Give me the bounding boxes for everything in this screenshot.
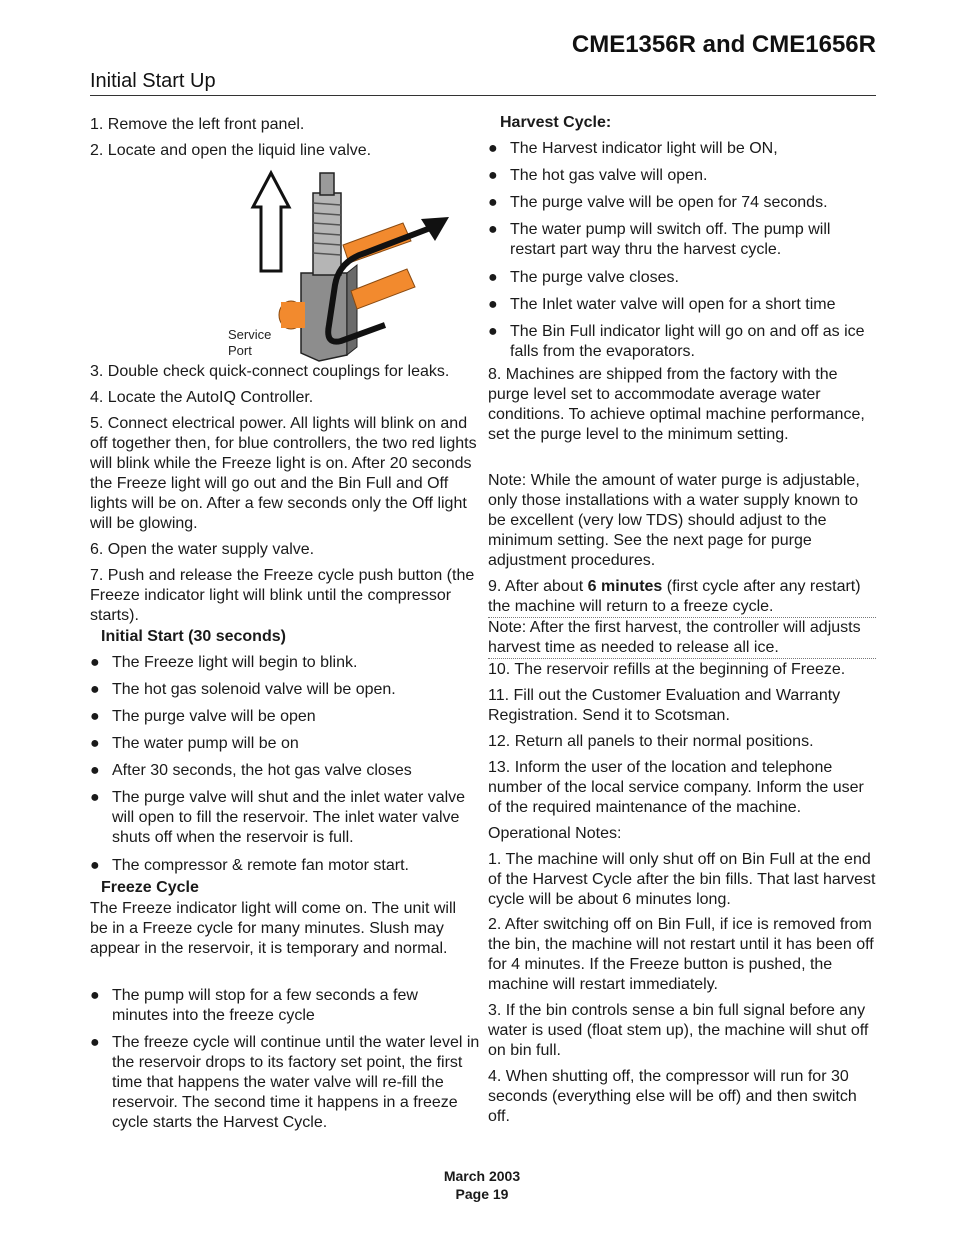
bullet-icon: ● (90, 1034, 100, 1051)
list-item: ● The purge valve will shut and the inlet water valve will open to fill the reservoir. The inlet water valve shuts off when the reservoir is full. (90, 789, 466, 846)
bullet-icon: ● (488, 167, 498, 184)
step-5: 5. Connect electrical power. All lights will blink on and off together then, for blue controllers, the two red lights will blink while the Freeze light is on. After 20 seconds the Freeze light will go out and the Bin Full and Off lights will be on. After a few seconds only the Off light will be glowing. (90, 415, 477, 532)
list-item: ● The Freeze light will begin to blink. (90, 654, 358, 671)
list-item: ● The water pump will switch off. The pump will restart part way thru the harvest cycle. (488, 221, 831, 258)
section-title: Initial Start Up (90, 70, 216, 92)
freeze-cycle-heading: Freeze Cycle (101, 879, 199, 896)
list-item: ● The purge valve will be open for 74 seconds. (488, 194, 828, 211)
bullet-icon: ● (488, 140, 498, 157)
step-2: 2. Locate and open the liquid line valve. (90, 142, 372, 159)
step-7: 7. Push and release the Freeze cycle push button (the Freeze indicator light will blink until the compressor starts). (90, 567, 475, 624)
bullet-icon: ● (488, 221, 498, 238)
header-rule (90, 95, 876, 96)
note-purge: Note: While the amount of water purge is adjustable, only those installations with a water supply known to be excellent (very low TDS) should adjust to the minimum setting. See the next page for purge adjustment procedures. (488, 472, 860, 569)
operational-note-1: 1. The machine will only shut off on Bin Full at the end of the Harvest Cycle after the bin fills. That last harvest cycle will be about 6 minutes long. (488, 851, 876, 908)
bullet-icon: ● (90, 654, 100, 671)
step-11: 11. Fill out the Customer Evaluation and Warranty Registration. Send it to Scotsman. (488, 687, 841, 724)
bullet-icon: ● (488, 323, 498, 340)
list-item: ● After 30 seconds, the hot gas valve closes (90, 762, 412, 779)
initial-start-heading: Initial Start (30 seconds) (101, 628, 286, 645)
list-item: ● The freeze cycle will continue until the water level in the reservoir drops to its factory set point, the first time that happens the water valve will re-fill the reservoir. The second time it happens in a freeze cycle starts the Harvest Cycle. (90, 1034, 480, 1131)
operational-notes-heading: Operational Notes: (488, 825, 622, 842)
operational-note-4: 4. When shutting off, the compressor will run for 30 seconds (everything else will be off) and then switch off. (488, 1068, 857, 1125)
list-item: ● The Bin Full indicator light will go on and off as ice falls from the evaporators. (488, 323, 865, 360)
step-3: 3. Double check quick-connect couplings for leaks. (90, 363, 450, 380)
list-item: ● The purge valve closes. (488, 269, 679, 286)
bullet-icon: ● (90, 789, 100, 806)
operational-note-2: 2. After switching off on Bin Full, if ice is removed from the bin, the machine will not restart until it has been off for 4 minutes. If the Freeze button is pushed, the machine will restart immediately. (488, 916, 874, 993)
footer-date: March 2003 (443, 1168, 521, 1184)
footer-page-number: Page 19 (455, 1186, 509, 1202)
step-8: 8. Machines are shipped from the factory with the purge level set to accommodate average water conditions. To achieve optimal machine performance, set the purge level to the minimum setting. (488, 366, 865, 443)
bullet-icon: ● (488, 269, 498, 286)
list-item: ● The water pump will be on (90, 735, 299, 752)
note-harvest: Note: After the first harvest, the controller will adjusts harvest time as needed to release all ice. (488, 618, 876, 659)
list-item: ● The Harvest indicator light will be ON, (488, 140, 778, 157)
bullet-icon: ● (90, 857, 100, 874)
bullet-icon: ● (90, 987, 100, 1004)
freeze-cycle-text: The Freeze indicator light will come on. The unit will be in a Freeze cycle for many minutes. Slush may appear in the reservoir, it is temporary and normal. (90, 900, 457, 957)
step-4: 4. Locate the AutoIQ Controller. (90, 389, 314, 406)
step-12: 12. Return all panels to their normal positions. (488, 733, 814, 750)
bullet-icon: ● (488, 194, 498, 211)
list-item: ● The hot gas valve will open. (488, 167, 708, 184)
bullet-icon: ● (90, 735, 100, 752)
step-1: 1. Remove the left front panel. (90, 116, 305, 133)
bullet-icon: ● (90, 681, 100, 698)
step-9: 9. After about 6 minutes (first cycle after any restart) the machine will return to a freeze cycle. (488, 577, 876, 618)
step-6: 6. Open the water supply valve. (90, 541, 315, 558)
bullet-icon: ● (90, 708, 100, 725)
operational-note-3: 3. If the bin controls sense a bin full signal before any water is used (float stem up), the machine will shut off on bin full. (488, 1002, 869, 1059)
harvest-cycle-heading: Harvest Cycle: (500, 114, 612, 131)
list-item: ● The purge valve will be open (90, 708, 316, 725)
bullet-icon: ● (90, 762, 100, 779)
list-item: ● The Inlet water valve will open for a short time (488, 296, 836, 313)
list-item: ● The compressor & remote fan motor start. (90, 857, 409, 874)
up-arrow-icon (253, 173, 289, 271)
service-port-label: Service Port (228, 327, 272, 358)
step-13: 13. Inform the user of the location and telephone number of the local service company. Inform the user of the required maintenance of the machine. (488, 759, 864, 816)
list-item: ● The pump will stop for a few seconds a few minutes into the freeze cycle (90, 987, 418, 1024)
document-title: CME1356R and CME1656R (571, 31, 876, 58)
step-10: 10. The reservoir refills at the beginning of Freeze. (488, 661, 846, 678)
list-item: ● The hot gas solenoid valve will be open. (90, 681, 396, 698)
bullet-icon: ● (488, 296, 498, 313)
